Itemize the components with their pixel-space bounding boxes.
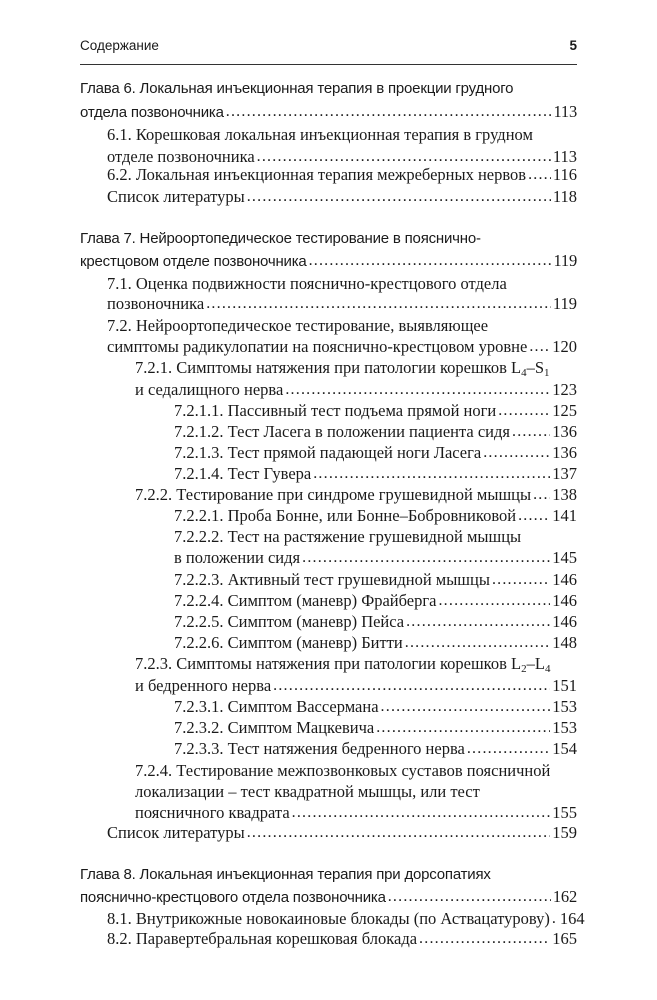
page-ref: 123 xyxy=(552,380,577,399)
dot-leader xyxy=(302,546,550,569)
toc-entry: поясничного квадрата . . . 155 xyxy=(135,802,577,824)
toc-entry: 7.1. Оценка подвижности пояснично-крестцового отдела xyxy=(107,274,507,293)
toc-entry: 7.2.1.4. Тест Гувера . . . 137 xyxy=(174,463,577,485)
dot-leader xyxy=(483,441,550,464)
toc-entry: 7.2.1.3. Тест прямой падающей ноги Ласега . . . 136 xyxy=(174,442,577,464)
page-ref: 153 xyxy=(552,697,577,716)
page-ref: 138 xyxy=(552,485,577,504)
dot-leader xyxy=(226,101,552,123)
page-number: 5 xyxy=(569,38,577,53)
toc-entry: 7.2.4. Тестирование межпозвонковых суставов поясничной xyxy=(135,761,551,780)
section-title: Содержание xyxy=(80,38,159,53)
dot-leader xyxy=(247,185,551,208)
running-header xyxy=(80,38,577,53)
page-ref: 136 xyxy=(552,443,577,462)
dot-leader xyxy=(206,292,551,315)
page-ref: 119 xyxy=(552,294,577,313)
page-ref: 146 xyxy=(552,570,577,589)
dot-leader xyxy=(313,462,550,485)
toc-entry: 6.1. Корешковая локальная инъекционная терапия в грудном xyxy=(107,125,533,144)
page-ref: 116 xyxy=(552,165,577,184)
dot-leader xyxy=(552,907,558,930)
dot-leader xyxy=(388,886,551,908)
page-ref: 145 xyxy=(552,548,577,567)
page-ref: 159 xyxy=(552,823,577,842)
dot-leader xyxy=(512,420,550,443)
page-ref: 137 xyxy=(552,464,577,483)
toc-entry: 7.2.1.1. Пассивный тест подъема прямой ноги . . . 125 xyxy=(174,400,577,422)
page-ref: 125 xyxy=(552,401,577,420)
page-ref: 165 xyxy=(552,929,577,948)
dot-leader xyxy=(405,631,551,654)
toc-entry: 7.2.3. Симптомы натяжения при патологии корешков $L_2-L_4$ xyxy=(135,654,551,675)
toc-entry: и бедренного нерва . . . 151 xyxy=(135,675,577,697)
toc-entry: в положении сидя . . . 145 xyxy=(174,547,577,569)
toc-entry: 7.2.1. Симптомы натяжения при патологии корешков $L_4-S_1$ xyxy=(135,358,550,379)
page-ref: 148 xyxy=(552,633,577,652)
page-ref: 164 xyxy=(559,909,585,928)
toc-entry: 7.2. Нейроортопедическое тестирование, выявляющее xyxy=(107,316,489,335)
dot-leader xyxy=(309,250,552,272)
dot-leader xyxy=(438,589,550,612)
toc-entry: отделе позвоночника . . . 113 xyxy=(107,146,577,168)
toc-entry: 7.2.2.1. Проба Бонне, или Бонне–Бобровниковой . . . 141 xyxy=(174,505,577,527)
toc-entry: 6.2. Локальная инъекционная терапия межреберных нервов . . . 116 xyxy=(107,164,577,186)
dot-leader xyxy=(406,610,550,633)
toc-entry: Список литературы . . . 118 xyxy=(107,186,577,208)
toc-entry: и седалищного нерва . . . 123 xyxy=(135,379,577,401)
chapter-7-title: Глава 7. Нейроортопедическое тестирование в пояснично- xyxy=(80,230,481,247)
page-ref: 155 xyxy=(552,803,577,822)
toc-entry: 8.1. Внутрикожные новокаиновые блокады (по Аствацатурову) . . . 164 xyxy=(107,908,577,930)
toc-entry: 7.2.2.2. Тест на растяжение грушевидной мышцы xyxy=(174,527,522,546)
dot-leader xyxy=(528,163,551,186)
toc-entry: 7.2.2.4. Симптом (маневр) Фрайберга . . . 146 xyxy=(174,590,577,612)
toc-entry: локализации – тест квадратной мышцы, или тест xyxy=(135,782,480,801)
page-ref: 113 xyxy=(553,102,577,121)
chapter-6-title: Глава 6. Локальная инъекционная терапия в проекции грудного xyxy=(80,80,514,97)
toc-entry: Список литературы . . . 159 xyxy=(107,822,577,844)
dot-leader xyxy=(467,737,550,760)
toc-entry: 7.2.3.1. Симптом Вассермана . . . 153 xyxy=(174,696,577,718)
page-ref: 146 xyxy=(552,591,577,610)
dot-leader xyxy=(518,504,550,527)
toc-entry: 8.2. Паравертебральная корешковая блокада . . . 165 xyxy=(107,928,577,950)
dot-leader xyxy=(498,399,550,422)
header-rule xyxy=(80,64,577,65)
page-ref: 146 xyxy=(552,612,577,631)
page-ref: 120 xyxy=(552,337,577,356)
page-ref: 153 xyxy=(552,718,577,737)
toc-entry: 7.2.1.2. Тест Ласега в положении пациента сидя . . . 136 xyxy=(174,421,577,443)
toc-entry: позвоночника . . . 119 xyxy=(107,293,577,315)
dot-leader xyxy=(492,568,550,591)
toc-entry: 7.2.3.2. Симптом Мацкевича . . . 153 xyxy=(174,717,577,739)
toc-entry: симптомы радикулопатии на пояснично-крестцовом уровне . . . 120 xyxy=(107,336,577,358)
page-ref: 118 xyxy=(552,187,577,206)
dot-leader xyxy=(285,378,550,401)
toc-entry: 7.2.2.6. Симптом (маневр) Битти . . . 148 xyxy=(174,632,577,654)
chapter-8-title: Глава 8. Локальная инъекционная терапия при дорсопатиях xyxy=(80,866,491,883)
chapter-7-title-cont: крестцовом отделе позвоночника . . . 119 xyxy=(80,250,577,272)
chapter-8-title-cont: пояснично-крестцового отдела позвоночника . . . 162 xyxy=(80,886,577,908)
page-ref: 162 xyxy=(552,887,577,906)
chapter-6-title-cont: отдела позвоночника . . . 113 xyxy=(80,101,577,123)
toc-entry: 7.2.3.3. Тест натяжения бедренного нерва . . . 154 xyxy=(174,738,577,760)
dot-leader xyxy=(381,695,551,718)
page-ref: 141 xyxy=(552,506,577,525)
page-ref: 136 xyxy=(552,422,577,441)
page-ref: 113 xyxy=(552,147,577,166)
toc-entry: 7.2.2. Тестирование при синдроме грушевидной мышцы . . . 138 xyxy=(135,484,577,506)
dot-leader xyxy=(273,674,550,697)
page-ref: 119 xyxy=(553,251,577,270)
dot-leader xyxy=(533,483,550,506)
dot-leader xyxy=(247,821,551,844)
dot-leader xyxy=(376,716,550,739)
page-ref: 151 xyxy=(552,676,577,695)
dot-leader xyxy=(529,335,550,358)
toc-entry: 7.2.2.5. Симптом (маневр) Пейса . . . 146 xyxy=(174,611,577,633)
toc-entry: 7.2.2.3. Активный тест грушевидной мышцы . . . 146 xyxy=(174,569,577,591)
dot-leader xyxy=(419,927,550,950)
page-ref: 154 xyxy=(552,739,577,758)
